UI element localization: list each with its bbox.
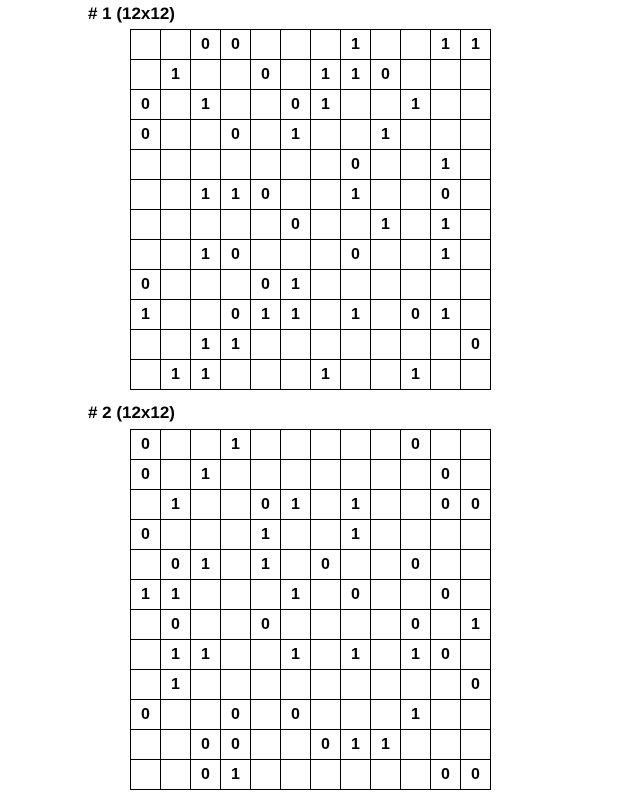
grid-cell[interactable] — [371, 640, 401, 670]
grid-cell[interactable] — [461, 90, 491, 120]
grid-cell[interactable]: 0 — [431, 460, 461, 490]
grid-cell[interactable] — [221, 610, 251, 640]
grid-cell[interactable] — [371, 430, 401, 460]
grid-cell[interactable]: 1 — [191, 550, 221, 580]
grid-cell[interactable] — [131, 60, 161, 90]
grid-cell[interactable] — [251, 430, 281, 460]
grid-cell[interactable]: 0 — [461, 330, 491, 360]
grid-cell[interactable] — [461, 180, 491, 210]
grid-cell[interactable]: 1 — [431, 300, 461, 330]
grid-cell[interactable] — [431, 730, 461, 760]
grid-cell[interactable] — [281, 150, 311, 180]
grid-cell[interactable]: 0 — [311, 550, 341, 580]
grid-cell[interactable] — [461, 640, 491, 670]
grid-cell[interactable]: 0 — [221, 300, 251, 330]
grid-cell[interactable] — [251, 330, 281, 360]
grid-cell[interactable] — [401, 120, 431, 150]
grid-cell[interactable]: 0 — [221, 120, 251, 150]
grid-cell[interactable] — [371, 270, 401, 300]
grid-cell[interactable]: 1 — [191, 460, 221, 490]
grid-cell[interactable] — [431, 550, 461, 580]
grid-cell[interactable] — [251, 760, 281, 790]
grid-cell[interactable] — [401, 670, 431, 700]
grid-cell[interactable] — [311, 460, 341, 490]
grid-cell[interactable] — [131, 670, 161, 700]
grid-cell[interactable]: 0 — [131, 120, 161, 150]
grid-cell[interactable] — [401, 730, 431, 760]
grid-cell[interactable] — [311, 430, 341, 460]
grid-cell[interactable] — [221, 150, 251, 180]
grid-cell[interactable]: 1 — [281, 300, 311, 330]
grid-cell[interactable]: 1 — [341, 180, 371, 210]
grid-cell[interactable] — [401, 490, 431, 520]
grid-cell[interactable] — [371, 550, 401, 580]
grid-cell[interactable] — [341, 700, 371, 730]
grid-cell[interactable]: 0 — [431, 180, 461, 210]
grid-cell[interactable] — [131, 180, 161, 210]
grid-cell[interactable]: 0 — [251, 490, 281, 520]
grid-cell[interactable] — [221, 550, 251, 580]
grid-cell[interactable] — [161, 760, 191, 790]
grid-cell[interactable] — [221, 670, 251, 700]
grid-cell[interactable] — [461, 120, 491, 150]
grid-cell[interactable]: 0 — [161, 610, 191, 640]
grid-cell[interactable] — [191, 580, 221, 610]
grid-cell[interactable] — [191, 120, 221, 150]
grid-cell[interactable] — [131, 330, 161, 360]
grid-cell[interactable]: 0 — [461, 490, 491, 520]
grid-cell[interactable] — [221, 580, 251, 610]
grid-cell[interactable] — [251, 730, 281, 760]
grid-cell[interactable] — [281, 180, 311, 210]
grid-cell[interactable]: 0 — [431, 580, 461, 610]
grid-cell[interactable] — [461, 580, 491, 610]
grid-cell[interactable]: 0 — [191, 760, 221, 790]
grid-cell[interactable] — [311, 610, 341, 640]
grid-cell[interactable] — [281, 610, 311, 640]
grid-cell[interactable] — [431, 610, 461, 640]
grid-cell[interactable] — [161, 240, 191, 270]
grid-cell[interactable] — [311, 670, 341, 700]
grid-cell[interactable] — [311, 640, 341, 670]
grid-cell[interactable] — [131, 760, 161, 790]
grid-cell[interactable] — [461, 520, 491, 550]
grid-cell[interactable] — [161, 180, 191, 210]
grid-cell[interactable] — [131, 30, 161, 60]
grid-cell[interactable] — [161, 120, 191, 150]
grid-cell[interactable] — [371, 670, 401, 700]
grid-cell[interactable]: 0 — [251, 60, 281, 90]
grid-cell[interactable] — [401, 210, 431, 240]
grid-cell[interactable]: 1 — [461, 30, 491, 60]
grid-cell[interactable] — [191, 700, 221, 730]
grid-cell[interactable] — [281, 60, 311, 90]
grid-cell[interactable] — [191, 670, 221, 700]
grid-cell[interactable]: 1 — [341, 640, 371, 670]
grid-cell[interactable] — [161, 210, 191, 240]
grid-cell[interactable] — [371, 580, 401, 610]
grid-cell[interactable]: 1 — [281, 120, 311, 150]
grid-cell[interactable] — [281, 670, 311, 700]
grid-cell[interactable] — [281, 360, 311, 390]
grid-cell[interactable]: 0 — [251, 270, 281, 300]
grid-cell[interactable] — [221, 270, 251, 300]
grid-cell[interactable] — [221, 210, 251, 240]
grid-cell[interactable]: 1 — [131, 300, 161, 330]
grid-cell[interactable] — [251, 210, 281, 240]
grid-cell[interactable]: 1 — [401, 90, 431, 120]
grid-cell[interactable]: 1 — [161, 580, 191, 610]
grid-cell[interactable] — [161, 300, 191, 330]
grid-cell[interactable] — [371, 520, 401, 550]
grid-cell[interactable] — [191, 300, 221, 330]
grid-cell[interactable]: 1 — [371, 120, 401, 150]
grid-cell[interactable] — [311, 580, 341, 610]
grid-cell[interactable] — [191, 210, 221, 240]
grid-cell[interactable] — [131, 490, 161, 520]
grid-cell[interactable]: 0 — [251, 180, 281, 210]
grid-cell[interactable] — [311, 700, 341, 730]
grid-cell[interactable] — [431, 330, 461, 360]
grid-cell[interactable] — [401, 180, 431, 210]
grid-cell[interactable]: 1 — [281, 270, 311, 300]
puzzle-1-grid — [130, 29, 491, 390]
grid-cell[interactable]: 1 — [371, 730, 401, 760]
grid-cell[interactable]: 1 — [401, 360, 431, 390]
grid-cell[interactable] — [311, 760, 341, 790]
grid-cell[interactable] — [311, 210, 341, 240]
grid-cell[interactable] — [251, 460, 281, 490]
grid-cell[interactable]: 1 — [311, 90, 341, 120]
grid-cell[interactable] — [281, 460, 311, 490]
grid-cell[interactable] — [221, 520, 251, 550]
grid-cell[interactable] — [161, 270, 191, 300]
grid-cell[interactable] — [281, 330, 311, 360]
grid-cell[interactable] — [341, 610, 371, 640]
grid-cell[interactable] — [371, 330, 401, 360]
grid-cell[interactable]: 0 — [431, 760, 461, 790]
grid-cell[interactable] — [341, 330, 371, 360]
grid-cell[interactable] — [251, 240, 281, 270]
grid-cell[interactable] — [281, 240, 311, 270]
grid-cell[interactable] — [461, 430, 491, 460]
grid-cell[interactable]: 0 — [221, 240, 251, 270]
grid-cell[interactable]: 0 — [131, 520, 161, 550]
grid-cell[interactable] — [251, 670, 281, 700]
grid-cell[interactable] — [431, 520, 461, 550]
grid-cell[interactable]: 1 — [191, 240, 221, 270]
grid-cell[interactable] — [401, 150, 431, 180]
grid-cell[interactable]: 0 — [131, 270, 161, 300]
grid-cell[interactable] — [281, 430, 311, 460]
grid-cell[interactable] — [161, 430, 191, 460]
grid-cell[interactable]: 0 — [131, 90, 161, 120]
grid-cell[interactable]: 1 — [401, 640, 431, 670]
grid-cell[interactable] — [431, 90, 461, 120]
grid-cell[interactable]: 0 — [191, 730, 221, 760]
grid-cell[interactable] — [131, 730, 161, 760]
grid-cell[interactable] — [431, 430, 461, 460]
grid-cell[interactable] — [191, 150, 221, 180]
grid-cell[interactable] — [461, 700, 491, 730]
grid-cell[interactable] — [461, 360, 491, 390]
grid-cell[interactable]: 0 — [131, 430, 161, 460]
grid-cell[interactable]: 1 — [161, 60, 191, 90]
grid-cell[interactable]: 1 — [161, 360, 191, 390]
grid-cell[interactable] — [371, 610, 401, 640]
grid-cell[interactable] — [431, 360, 461, 390]
grid-cell[interactable]: 1 — [221, 180, 251, 210]
grid-cell[interactable] — [311, 30, 341, 60]
grid-cell[interactable]: 1 — [221, 760, 251, 790]
grid-cell[interactable] — [161, 30, 191, 60]
grid-cell[interactable]: 1 — [431, 150, 461, 180]
grid-cell[interactable] — [131, 640, 161, 670]
grid-cell[interactable] — [371, 360, 401, 390]
grid-cell[interactable] — [431, 60, 461, 90]
grid-cell[interactable] — [191, 60, 221, 90]
grid-cell[interactable] — [461, 270, 491, 300]
puzzle-2-title: # 2 (12x12) — [88, 403, 175, 422]
grid-cell[interactable] — [311, 270, 341, 300]
grid-cell[interactable]: 0 — [251, 610, 281, 640]
grid-cell[interactable] — [221, 460, 251, 490]
puzzle-2-grid — [130, 429, 491, 790]
grid-cell[interactable] — [191, 520, 221, 550]
grid-cell[interactable] — [281, 550, 311, 580]
grid-cell[interactable] — [341, 670, 371, 700]
grid-cell[interactable] — [341, 270, 371, 300]
grid-cell[interactable] — [311, 150, 341, 180]
grid-cell[interactable] — [401, 60, 431, 90]
grid-cell[interactable] — [431, 270, 461, 300]
grid-cell[interactable] — [341, 360, 371, 390]
grid-cell[interactable]: 1 — [191, 360, 221, 390]
grid-cell[interactable] — [371, 30, 401, 60]
grid-cell[interactable]: 0 — [371, 60, 401, 90]
grid-cell[interactable] — [311, 180, 341, 210]
grid-cell[interactable] — [431, 670, 461, 700]
grid-cell[interactable] — [281, 730, 311, 760]
grid-cell[interactable] — [341, 430, 371, 460]
grid-cell[interactable] — [221, 640, 251, 670]
grid-cell[interactable]: 0 — [131, 700, 161, 730]
grid-cell[interactable] — [281, 760, 311, 790]
grid-cell[interactable]: 1 — [341, 730, 371, 760]
grid-cell[interactable]: 1 — [431, 30, 461, 60]
grid-cell[interactable] — [161, 730, 191, 760]
grid-cell[interactable] — [191, 610, 221, 640]
grid-cell[interactable]: 0 — [191, 30, 221, 60]
grid-cell[interactable] — [341, 90, 371, 120]
grid-cell[interactable]: 1 — [161, 670, 191, 700]
grid-cell[interactable]: 1 — [191, 180, 221, 210]
grid-cell[interactable] — [401, 580, 431, 610]
grid-cell[interactable]: 1 — [281, 640, 311, 670]
grid-cell[interactable]: 1 — [161, 490, 191, 520]
grid-cell[interactable] — [461, 300, 491, 330]
grid-cell[interactable] — [191, 270, 221, 300]
grid-cell[interactable] — [371, 180, 401, 210]
grid-cell[interactable]: 0 — [431, 640, 461, 670]
grid-cell[interactable] — [251, 150, 281, 180]
grid-cell[interactable] — [251, 580, 281, 610]
grid-cell[interactable] — [311, 120, 341, 150]
grid-cell[interactable]: 0 — [341, 150, 371, 180]
grid-cell[interactable] — [401, 30, 431, 60]
grid-cell[interactable]: 1 — [191, 330, 221, 360]
grid-cell[interactable]: 0 — [401, 300, 431, 330]
grid-cell[interactable] — [161, 90, 191, 120]
grid-cell[interactable]: 1 — [191, 640, 221, 670]
grid-cell[interactable]: 0 — [161, 550, 191, 580]
grid-cell[interactable] — [161, 700, 191, 730]
grid-cell[interactable] — [371, 760, 401, 790]
grid-cell[interactable] — [311, 330, 341, 360]
grid-cell[interactable] — [311, 490, 341, 520]
grid-cell[interactable]: 0 — [281, 90, 311, 120]
grid-cell[interactable]: 0 — [401, 550, 431, 580]
grid-cell[interactable] — [311, 300, 341, 330]
grid-cell[interactable] — [431, 700, 461, 730]
grid-cell[interactable]: 0 — [341, 240, 371, 270]
grid-cell[interactable]: 1 — [281, 580, 311, 610]
grid-cell[interactable]: 1 — [341, 520, 371, 550]
grid-cell[interactable] — [131, 150, 161, 180]
grid-cell[interactable]: 1 — [251, 520, 281, 550]
grid-cell[interactable]: 1 — [461, 610, 491, 640]
grid-cell[interactable] — [131, 610, 161, 640]
grid-cell[interactable]: 1 — [221, 330, 251, 360]
grid-cell[interactable] — [371, 150, 401, 180]
grid-cell[interactable]: 0 — [281, 700, 311, 730]
grid-cell[interactable] — [371, 700, 401, 730]
grid-cell[interactable] — [251, 90, 281, 120]
grid-cell[interactable] — [401, 520, 431, 550]
grid-cell[interactable] — [461, 550, 491, 580]
grid-cell[interactable] — [281, 520, 311, 550]
grid-cell[interactable]: 1 — [221, 430, 251, 460]
grid-cell[interactable] — [251, 30, 281, 60]
grid-cell[interactable] — [371, 490, 401, 520]
grid-cell[interactable] — [251, 700, 281, 730]
grid-cell[interactable] — [191, 430, 221, 460]
grid-cell[interactable]: 1 — [311, 360, 341, 390]
puzzle-1-title: # 1 (12x12) — [88, 4, 175, 23]
grid-cell[interactable] — [131, 210, 161, 240]
grid-cell[interactable]: 1 — [341, 60, 371, 90]
grid-cell[interactable]: 0 — [221, 730, 251, 760]
grid-cell[interactable]: 1 — [431, 240, 461, 270]
grid-cell[interactable] — [341, 760, 371, 790]
grid-cell[interactable]: 0 — [431, 490, 461, 520]
grid-cell[interactable]: 1 — [341, 30, 371, 60]
grid-cell[interactable]: 0 — [401, 610, 431, 640]
grid-cell[interactable]: 0 — [401, 430, 431, 460]
grid-cell[interactable] — [161, 150, 191, 180]
grid-cell[interactable]: 0 — [311, 730, 341, 760]
grid-cell[interactable]: 0 — [341, 580, 371, 610]
grid-cell[interactable]: 1 — [311, 60, 341, 90]
grid-cell[interactable]: 0 — [461, 670, 491, 700]
grid-cell[interactable] — [461, 460, 491, 490]
grid-cell[interactable] — [341, 210, 371, 240]
grid-cell[interactable] — [341, 550, 371, 580]
grid-cell[interactable] — [131, 360, 161, 390]
grid-cell[interactable] — [371, 240, 401, 270]
grid-cell[interactable] — [311, 240, 341, 270]
grid-cell[interactable]: 1 — [371, 210, 401, 240]
grid-cell[interactable] — [251, 120, 281, 150]
grid-cell[interactable] — [251, 640, 281, 670]
grid-cell[interactable] — [341, 460, 371, 490]
grid-cell[interactable] — [461, 730, 491, 760]
grid-cell[interactable] — [401, 270, 431, 300]
grid-cell[interactable]: 1 — [161, 640, 191, 670]
grid-cell[interactable] — [161, 460, 191, 490]
grid-cell[interactable] — [161, 520, 191, 550]
grid-cell[interactable] — [461, 60, 491, 90]
grid-cell[interactable]: 0 — [221, 30, 251, 60]
grid-cell[interactable]: 0 — [461, 760, 491, 790]
grid-cell[interactable] — [461, 240, 491, 270]
grid-cell[interactable] — [401, 760, 431, 790]
grid-cell[interactable]: 1 — [281, 490, 311, 520]
grid-cell[interactable] — [371, 460, 401, 490]
grid-cell[interactable] — [221, 490, 251, 520]
grid-cell[interactable] — [221, 90, 251, 120]
grid-cell[interactable] — [431, 120, 461, 150]
grid-cell[interactable]: 1 — [191, 90, 221, 120]
grid-cell[interactable]: 0 — [221, 700, 251, 730]
grid-cell[interactable]: 1 — [341, 300, 371, 330]
grid-cell[interactable] — [401, 460, 431, 490]
grid-cell[interactable] — [131, 240, 161, 270]
grid-cell[interactable]: 1 — [401, 700, 431, 730]
grid-cell[interactable]: 1 — [251, 300, 281, 330]
grid-cell[interactable] — [251, 360, 281, 390]
grid-cell[interactable] — [281, 30, 311, 60]
grid-cell[interactable]: 1 — [431, 210, 461, 240]
grid-cell[interactable]: 1 — [131, 580, 161, 610]
grid-cell[interactable] — [461, 150, 491, 180]
grid-cell[interactable] — [221, 360, 251, 390]
grid-cell[interactable] — [221, 60, 251, 90]
grid-cell[interactable] — [371, 300, 401, 330]
grid-cell[interactable]: 0 — [281, 210, 311, 240]
grid-cell[interactable] — [191, 490, 221, 520]
grid-cell[interactable] — [311, 520, 341, 550]
grid-cell[interactable] — [131, 550, 161, 580]
grid-cell[interactable]: 0 — [131, 460, 161, 490]
grid-cell[interactable] — [401, 240, 431, 270]
grid-cell[interactable]: 1 — [251, 550, 281, 580]
grid-cell[interactable] — [401, 330, 431, 360]
grid-cell[interactable] — [371, 90, 401, 120]
grid-cell[interactable]: 1 — [341, 490, 371, 520]
grid-cell[interactable] — [161, 330, 191, 360]
grid-cell[interactable] — [341, 120, 371, 150]
grid-cell[interactable] — [461, 210, 491, 240]
